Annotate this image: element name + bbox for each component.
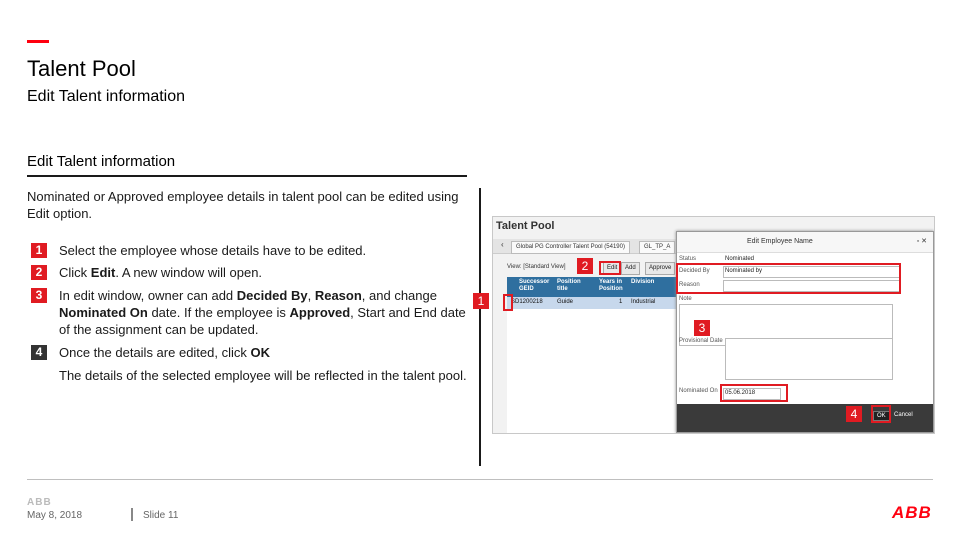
cancel-button[interactable]: Cancel [894, 412, 913, 418]
cell-title: Guide [557, 299, 574, 305]
footer-date: May 8, 2018 [27, 510, 83, 521]
edit-button[interactable]: Edit [603, 262, 621, 275]
step-text: Click Edit. A new window will open. [59, 265, 263, 280]
app-screenshot [492, 216, 935, 434]
step-badge: 2 [31, 265, 47, 280]
col-years-in-position[interactable]: Years in Position [599, 279, 623, 292]
highlight-row [503, 294, 513, 311]
edit-dialog [676, 231, 934, 433]
page-title: Talent Pool [27, 56, 136, 81]
decided-by-value: Nominated by [725, 268, 763, 274]
section-heading: Edit Talent information [27, 153, 176, 170]
intro-text: Nominated or Approved employee details in talent pool can be edited using Edit option. [27, 189, 459, 221]
nominated-on-value: 05.06.2018 [725, 390, 756, 396]
close-icon[interactable]: ▫ ✕ [916, 238, 927, 245]
step-text: Select the employee whose details have to be edited. [59, 243, 367, 258]
highlight-edit [599, 261, 621, 275]
provisional-field[interactable] [725, 338, 893, 380]
view-label[interactable]: View: [Standard View] [507, 264, 566, 270]
highlight-nominated [720, 384, 788, 402]
step-text: In edit window, owner can add Decided By, Reason, and change Nominated On date. If the employee is Approved, Start and End date of the assignment can be updated. [59, 288, 466, 337]
highlight-fields [676, 263, 901, 294]
col-position-title[interactable]: Position title [557, 279, 581, 292]
page-subtitle: Edit Talent information [27, 88, 186, 105]
tab-gl-tp[interactable]: GL_TP_A [639, 241, 675, 254]
callout-4: 4 [846, 406, 862, 422]
status-label: Status [679, 256, 697, 262]
callout-3: 3 [694, 320, 710, 336]
cell-geid: SD1200218 [511, 299, 543, 305]
note-text: The details of the selected employee will be reflected in the talent pool. [59, 368, 467, 383]
dialog-footer [677, 404, 933, 432]
step-text: Once the details are edited, click OK [59, 345, 270, 360]
footer-logo: ABB [27, 497, 52, 508]
dialog-header [677, 232, 933, 253]
ok-button[interactable]: OK [873, 411, 890, 421]
slide-number: Slide 11 [143, 510, 179, 521]
section-divider [27, 175, 467, 177]
callout-2: 2 [577, 258, 593, 274]
provisional-label: Provisional Date [679, 338, 723, 344]
cell-years: 1 [619, 299, 623, 305]
approve-button[interactable]: Approve [645, 262, 675, 275]
screenshot-title: Talent Pool [496, 220, 555, 232]
col-successor-geid[interactable]: Successor GEID [519, 279, 550, 292]
footer-separator [131, 508, 133, 521]
back-chevron-icon[interactable]: ‹ [501, 240, 504, 249]
dialog-title: Edit Employee Name [747, 238, 813, 245]
vertical-divider [479, 188, 481, 466]
nominated-on-label: Nominated On [679, 388, 718, 394]
highlight-ok [871, 405, 891, 423]
step-badge: 4 [31, 345, 47, 360]
step-badge: 3 [31, 288, 47, 303]
note-label: Note [679, 296, 692, 302]
reason-label: Reason [679, 282, 700, 288]
footer-divider [27, 479, 933, 480]
col-division[interactable]: Division [631, 279, 655, 285]
accent-bar [27, 40, 49, 43]
add-button[interactable]: Add [621, 262, 640, 275]
tab-talent-pool[interactable]: Global PG Controller Talent Pool (54190) [511, 241, 630, 254]
decided-by-label: Decided By [679, 268, 710, 274]
cell-division: Industrial [631, 299, 656, 305]
step-badge: 1 [31, 243, 47, 258]
status-value: Nominated [725, 256, 755, 262]
callout-1: 1 [473, 293, 489, 309]
abb-logo: ABB [892, 503, 932, 522]
